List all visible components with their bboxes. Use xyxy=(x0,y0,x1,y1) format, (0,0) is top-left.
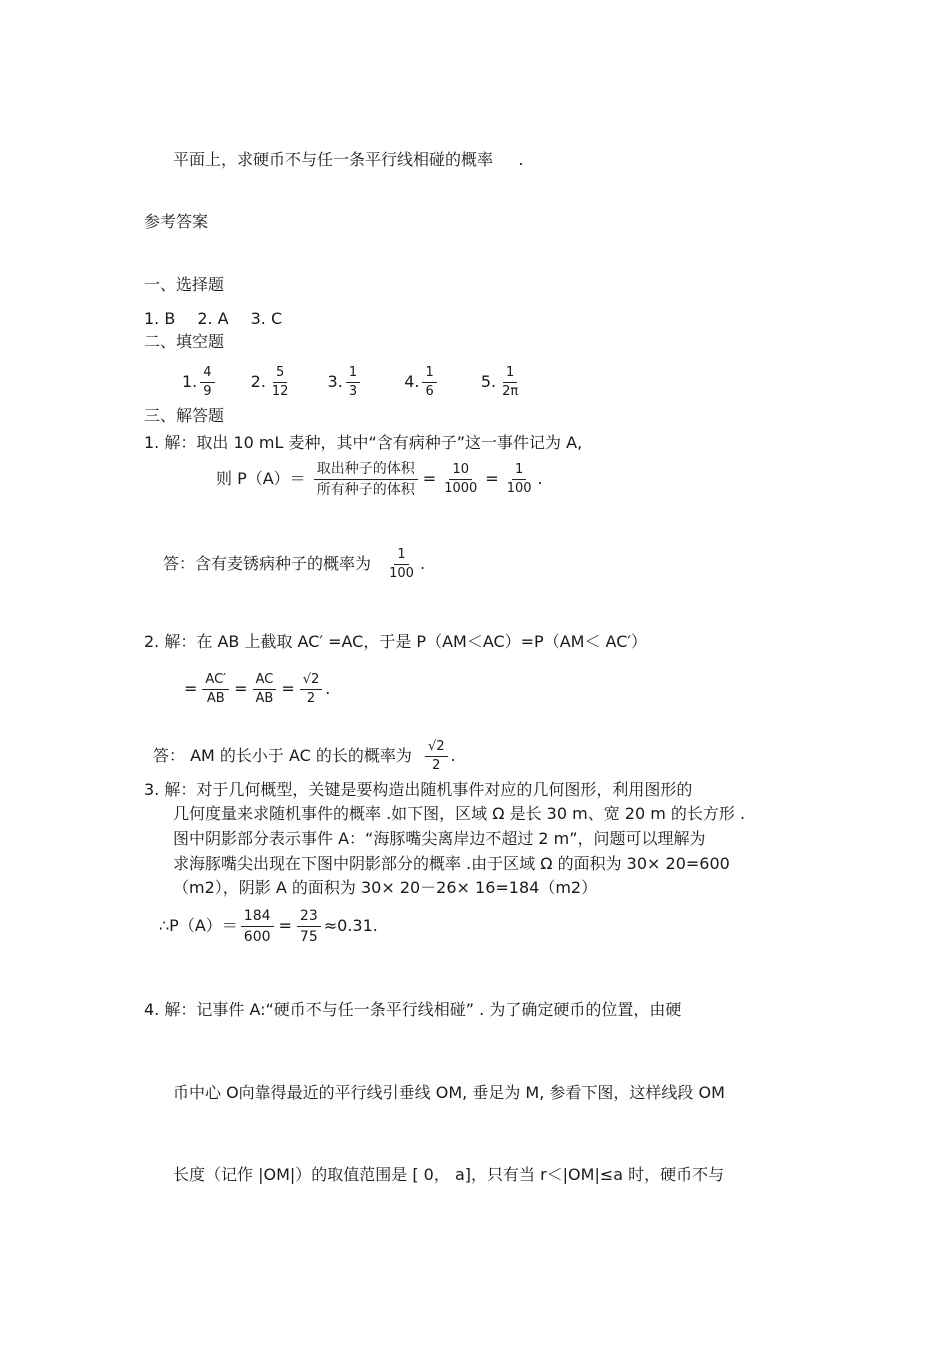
numerator: 1 xyxy=(422,364,436,383)
q2-answer-end: . xyxy=(450,746,456,765)
fill-answers xyxy=(182,362,524,402)
q3-line4: 求海豚嘴尖出现在下图中阴影部分的概率 .由于区域 Ω 的面积为 30× 20=600 xyxy=(173,854,730,873)
q3-line1: 3. 解：对于几何概型，关键是要构造出随机事件对应的几何图形，利用图形的 xyxy=(144,780,693,799)
choice-answer-3: 3. C xyxy=(250,309,283,328)
q4-line1: 4. 解：记事件 A:“硬币不与任一条平行线相碰” . 为了确定硬币的位置，由硬 xyxy=(144,1000,682,1019)
denominator: AB xyxy=(206,691,225,706)
q2-answer-fraction xyxy=(425,738,448,775)
q2-fraction-2 xyxy=(253,671,277,708)
numerator: AC xyxy=(253,671,277,690)
q3-line5: （m2），阴影 A 的面积为 30× 20－26× 16=184（m2） xyxy=(173,878,598,897)
numerator: √2 xyxy=(300,671,323,690)
fraction xyxy=(346,364,360,401)
denominator: 600 xyxy=(243,929,271,945)
q1-formula-prefix: 则 P（A）＝ xyxy=(216,469,306,488)
q3-formula-end: ≈0.31. xyxy=(323,916,378,935)
q2-answer-text: 答： AM 的长小于 AC 的长的概率为 xyxy=(153,746,412,765)
denominator: 100 xyxy=(389,566,414,581)
q1-answer-fraction xyxy=(386,546,417,583)
numerator: 1 xyxy=(394,546,408,565)
q2-answer xyxy=(153,735,456,777)
fill-answer-2-label: 2. xyxy=(250,372,266,391)
denominator: 1000 xyxy=(444,481,478,496)
denominator: 9 xyxy=(203,384,212,399)
fraction xyxy=(422,364,436,401)
q2-fraction-1 xyxy=(202,671,229,708)
fill-answer-4-label: 4. xyxy=(404,372,420,391)
numerator: 10 xyxy=(449,461,472,480)
q1-answer-end: . xyxy=(419,554,426,573)
fill-answer-5-label: 5. xyxy=(480,372,497,391)
intro-line: 平面上，求硬币不与任一条平行线相碰的概率 . xyxy=(173,150,524,169)
q3-formula: ∴P（A）＝ $\frac{184}{600}$ = $\frac{23}{75}$ ≈0.31. xyxy=(159,908,378,945)
choice-answer-2: 2. A xyxy=(197,309,229,328)
denominator: AB xyxy=(255,691,274,706)
fill-answer-3 xyxy=(327,365,364,399)
denominator: 100 xyxy=(506,481,532,496)
q3-line2: 几何度量来求随机事件的概率 .如下图，区域 Ω 是长 30 m、宽 20 m 的长方形 . xyxy=(173,804,746,823)
numerator: 1 xyxy=(346,364,360,383)
denominator: 3 xyxy=(348,384,358,399)
q1-answer-text: 答：含有麦锈病种子的概率为 xyxy=(163,554,372,573)
denominator: 2 xyxy=(432,758,441,773)
q2-fraction-3 xyxy=(300,671,323,708)
section-fill-title: 二、填空题 xyxy=(144,332,225,351)
q2-formula-end: . xyxy=(325,679,331,698)
reference-answers-title: 参考答案 xyxy=(144,212,209,231)
q1-answer xyxy=(163,543,425,585)
q1-number-fraction xyxy=(441,461,480,498)
numerator: 1 xyxy=(512,461,526,480)
numerator: 23 xyxy=(297,906,321,927)
denominator: 所有种子的体积 xyxy=(316,482,415,498)
q4-line3: 长度（记作 |OM|）的取值范围是 [ 0， a]，只有当 r＜|OM|≤a 时，硬币不与 xyxy=(173,1165,725,1184)
fraction xyxy=(200,364,214,401)
choice-answers xyxy=(144,308,282,330)
fill-answer-3-label: 3. xyxy=(327,372,343,391)
numerator: 184 xyxy=(241,906,274,927)
q2-formula: = $\frac{AC'}{AB}$ = $\frac{AC}{AB}$ = $\frac{√2}{2}$ . xyxy=(184,672,331,706)
numerator: 5 xyxy=(273,364,287,383)
q3-fraction-2 xyxy=(297,906,321,947)
q2-line1: 2. 解：在 AB 上截取 AC′ =AC，于是 P（AM＜AC）=P（AM＜ AC′） xyxy=(144,632,648,651)
q3-line3: 图中阴影部分表示事件 A：“海豚嘴尖离岸边不超过 2 m”，问题可以理解为 xyxy=(173,829,706,848)
q1-line1: 1. 解：取出 10 mL 麦种，其中“含有病种子”这一事件记为 A, xyxy=(144,433,583,452)
denominator: 12 xyxy=(271,384,289,399)
fill-answer-4 xyxy=(404,365,440,399)
denominator: 2π xyxy=(502,384,519,399)
numerator: 取出种子的体积 xyxy=(314,459,418,480)
q1-result-fraction xyxy=(504,461,535,498)
denominator: 2 xyxy=(306,691,316,706)
denominator: 75 xyxy=(299,929,318,945)
fraction xyxy=(499,364,521,401)
q3-formula-prefix: ∴P（A）＝ xyxy=(159,916,238,935)
q1-formula-end: . xyxy=(537,469,543,488)
section-choice-title: 一、选择题 xyxy=(144,275,225,294)
numerator: AC′ xyxy=(202,671,229,690)
q4-line2: 币中心 O向靠得最近的平行线引垂线 OM, 垂足为 M, 参看下图，这样线段 OM xyxy=(173,1083,725,1102)
fill-answer-2 xyxy=(250,365,295,399)
fraction xyxy=(269,364,292,401)
q1-formula: 则 P（A）＝ $\frac{\text{取出种子的体积}}{\text{所有种子的体积}}$ = $\frac{10}{1000}$ = $\frac{1}{100}$ . xyxy=(216,461,543,498)
denominator: 6 xyxy=(425,384,434,399)
q3-fraction-1 xyxy=(241,906,274,947)
numerator: 1 xyxy=(503,364,517,383)
numerator: 4 xyxy=(200,364,214,383)
choice-answer-1: 1. B xyxy=(144,309,176,328)
fill-answer-1-label: 1. xyxy=(182,372,198,391)
section-solve-title: 三、解答题 xyxy=(144,406,225,425)
fill-answer-1 xyxy=(182,365,218,399)
q1-volume-fraction xyxy=(314,459,418,500)
numerator: √2 xyxy=(425,738,448,757)
